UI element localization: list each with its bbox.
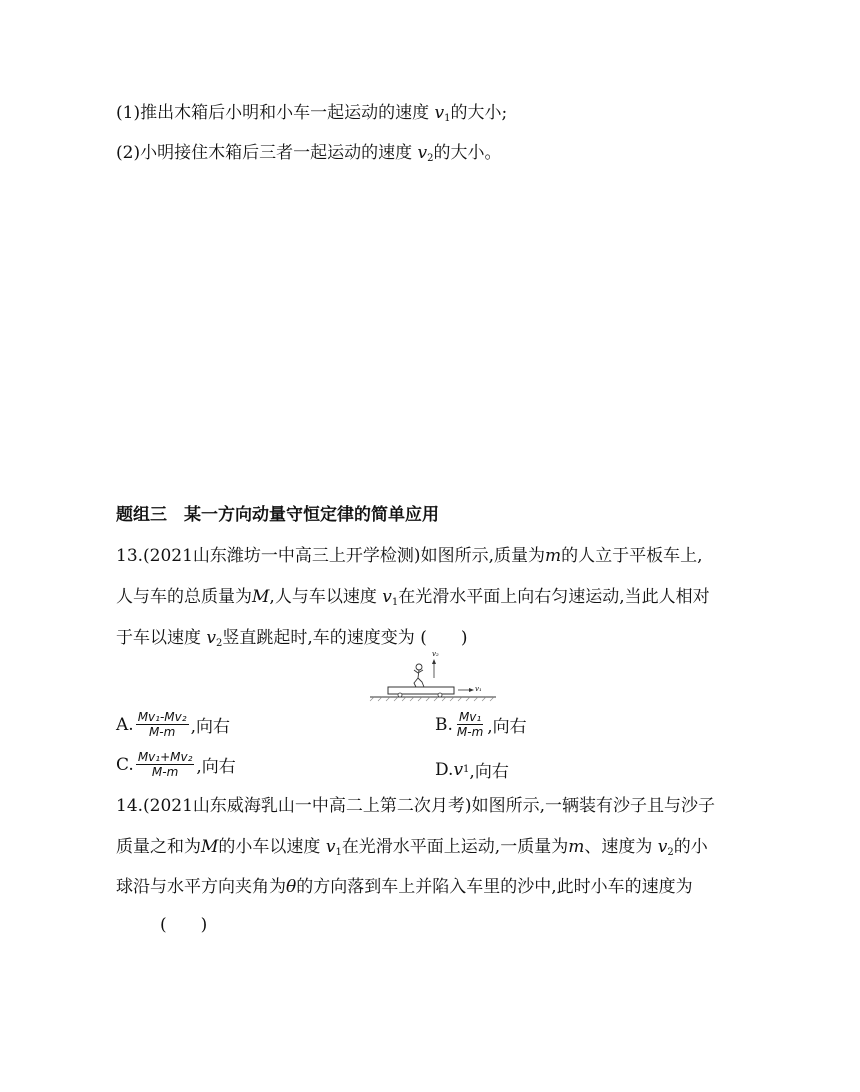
option-direction: ,向右: [487, 717, 527, 737]
var-v: v: [453, 759, 464, 780]
q13-text: 人与车的总质量为: [116, 587, 252, 607]
var-theta: θ: [286, 877, 297, 897]
var-v: v: [206, 628, 217, 648]
section-title: 题组三 某一方向动量守恒定律的简单应用: [116, 505, 439, 525]
fraction: [136, 750, 195, 779]
var-sub: 2: [216, 638, 223, 649]
option-b[interactable]: [435, 710, 527, 739]
q14-text: 质量之和为: [116, 837, 201, 857]
option-direction: ,向右: [469, 762, 509, 782]
var-M: M: [252, 587, 270, 607]
var-v: v: [417, 143, 428, 163]
option-label: D.: [435, 759, 454, 780]
option-a[interactable]: [116, 710, 230, 739]
numerator: Mv₁+Mv₂: [137, 750, 193, 764]
var-sub: 1: [444, 113, 451, 124]
q14-text: 的小: [673, 837, 708, 857]
q13-text: ,人与车以速度: [269, 587, 377, 607]
q14-text: 球沿与水平方向夹角为: [116, 877, 286, 897]
q13-line-1: [116, 546, 703, 566]
q14-text: 的小车以速度: [218, 837, 321, 857]
var-m: m: [544, 546, 562, 566]
q13-text: 竖直跳起时,车的速度变为 ( ): [222, 628, 468, 648]
denominator: M-m: [151, 765, 179, 779]
q13-figure: [368, 650, 498, 702]
q13-text: 在光滑水平面上向右匀速运动,当此人相对: [398, 587, 710, 607]
q14-text: 在光滑水平面上运动,一质量为: [341, 837, 569, 857]
prev-item-2-suffix: 的大小。: [433, 143, 502, 163]
var-v: v: [382, 587, 392, 607]
q14-line-2: [116, 837, 708, 863]
option-direction: ,向右: [190, 717, 230, 737]
q14-answer-blank: ( ): [160, 915, 208, 935]
denominator: M-m: [148, 725, 176, 739]
q13-text: 于车以速度: [116, 628, 201, 648]
prev-item-1-suffix: 的大小;: [450, 103, 508, 123]
var-sub: 2: [667, 847, 674, 858]
q14-text: 的方向落到车上并陷入车里的沙中,此时小车的速度为: [296, 877, 693, 897]
var-v: v: [434, 103, 445, 123]
prev-item-1: [116, 103, 507, 129]
option-d[interactable]: [435, 757, 509, 782]
fraction: [136, 710, 189, 739]
prev-item-2: [116, 143, 501, 169]
option-label: A.: [116, 714, 134, 735]
v2-label: v₂: [432, 650, 439, 658]
var-v: v: [657, 837, 668, 857]
var-sub: 1: [335, 847, 342, 858]
option-c[interactable]: [116, 750, 236, 779]
q14-line-1: 14.(2021山东威海乳山一中高二上第二次月考)如图所示,一辆装有沙子且与沙子: [116, 796, 715, 816]
var-v: v: [325, 837, 336, 857]
option-label: B.: [435, 714, 453, 735]
prev-item-2-text: (2)小明接住木箱后三者一起运动的速度: [116, 143, 413, 163]
q14-line-3: [116, 877, 693, 897]
q13-text: 的人立于平板车上,: [561, 546, 703, 566]
option-label: C.: [116, 754, 134, 775]
q13-line-2: [116, 587, 710, 613]
numerator: Mv₁-Mv₂: [137, 710, 187, 724]
var-M: M: [201, 837, 219, 857]
numerator: Mv₁: [458, 710, 482, 724]
q14-text: 、速度为: [584, 837, 653, 857]
denominator: M-m: [456, 725, 484, 739]
var-m: m: [568, 837, 585, 857]
var-sub: 1: [463, 764, 470, 775]
option-direction: ,向右: [196, 757, 236, 777]
prev-item-1-text: (1)推出木箱后小明和小车一起运动的速度: [116, 103, 430, 123]
var-sub: 1: [391, 597, 399, 608]
v1-label: v₁: [475, 685, 482, 693]
var-sub: 2: [427, 153, 434, 164]
fraction: [455, 710, 485, 739]
q13-text: 13.(2021山东潍坊一中高三上开学检测)如图所示,质量为: [116, 546, 545, 566]
